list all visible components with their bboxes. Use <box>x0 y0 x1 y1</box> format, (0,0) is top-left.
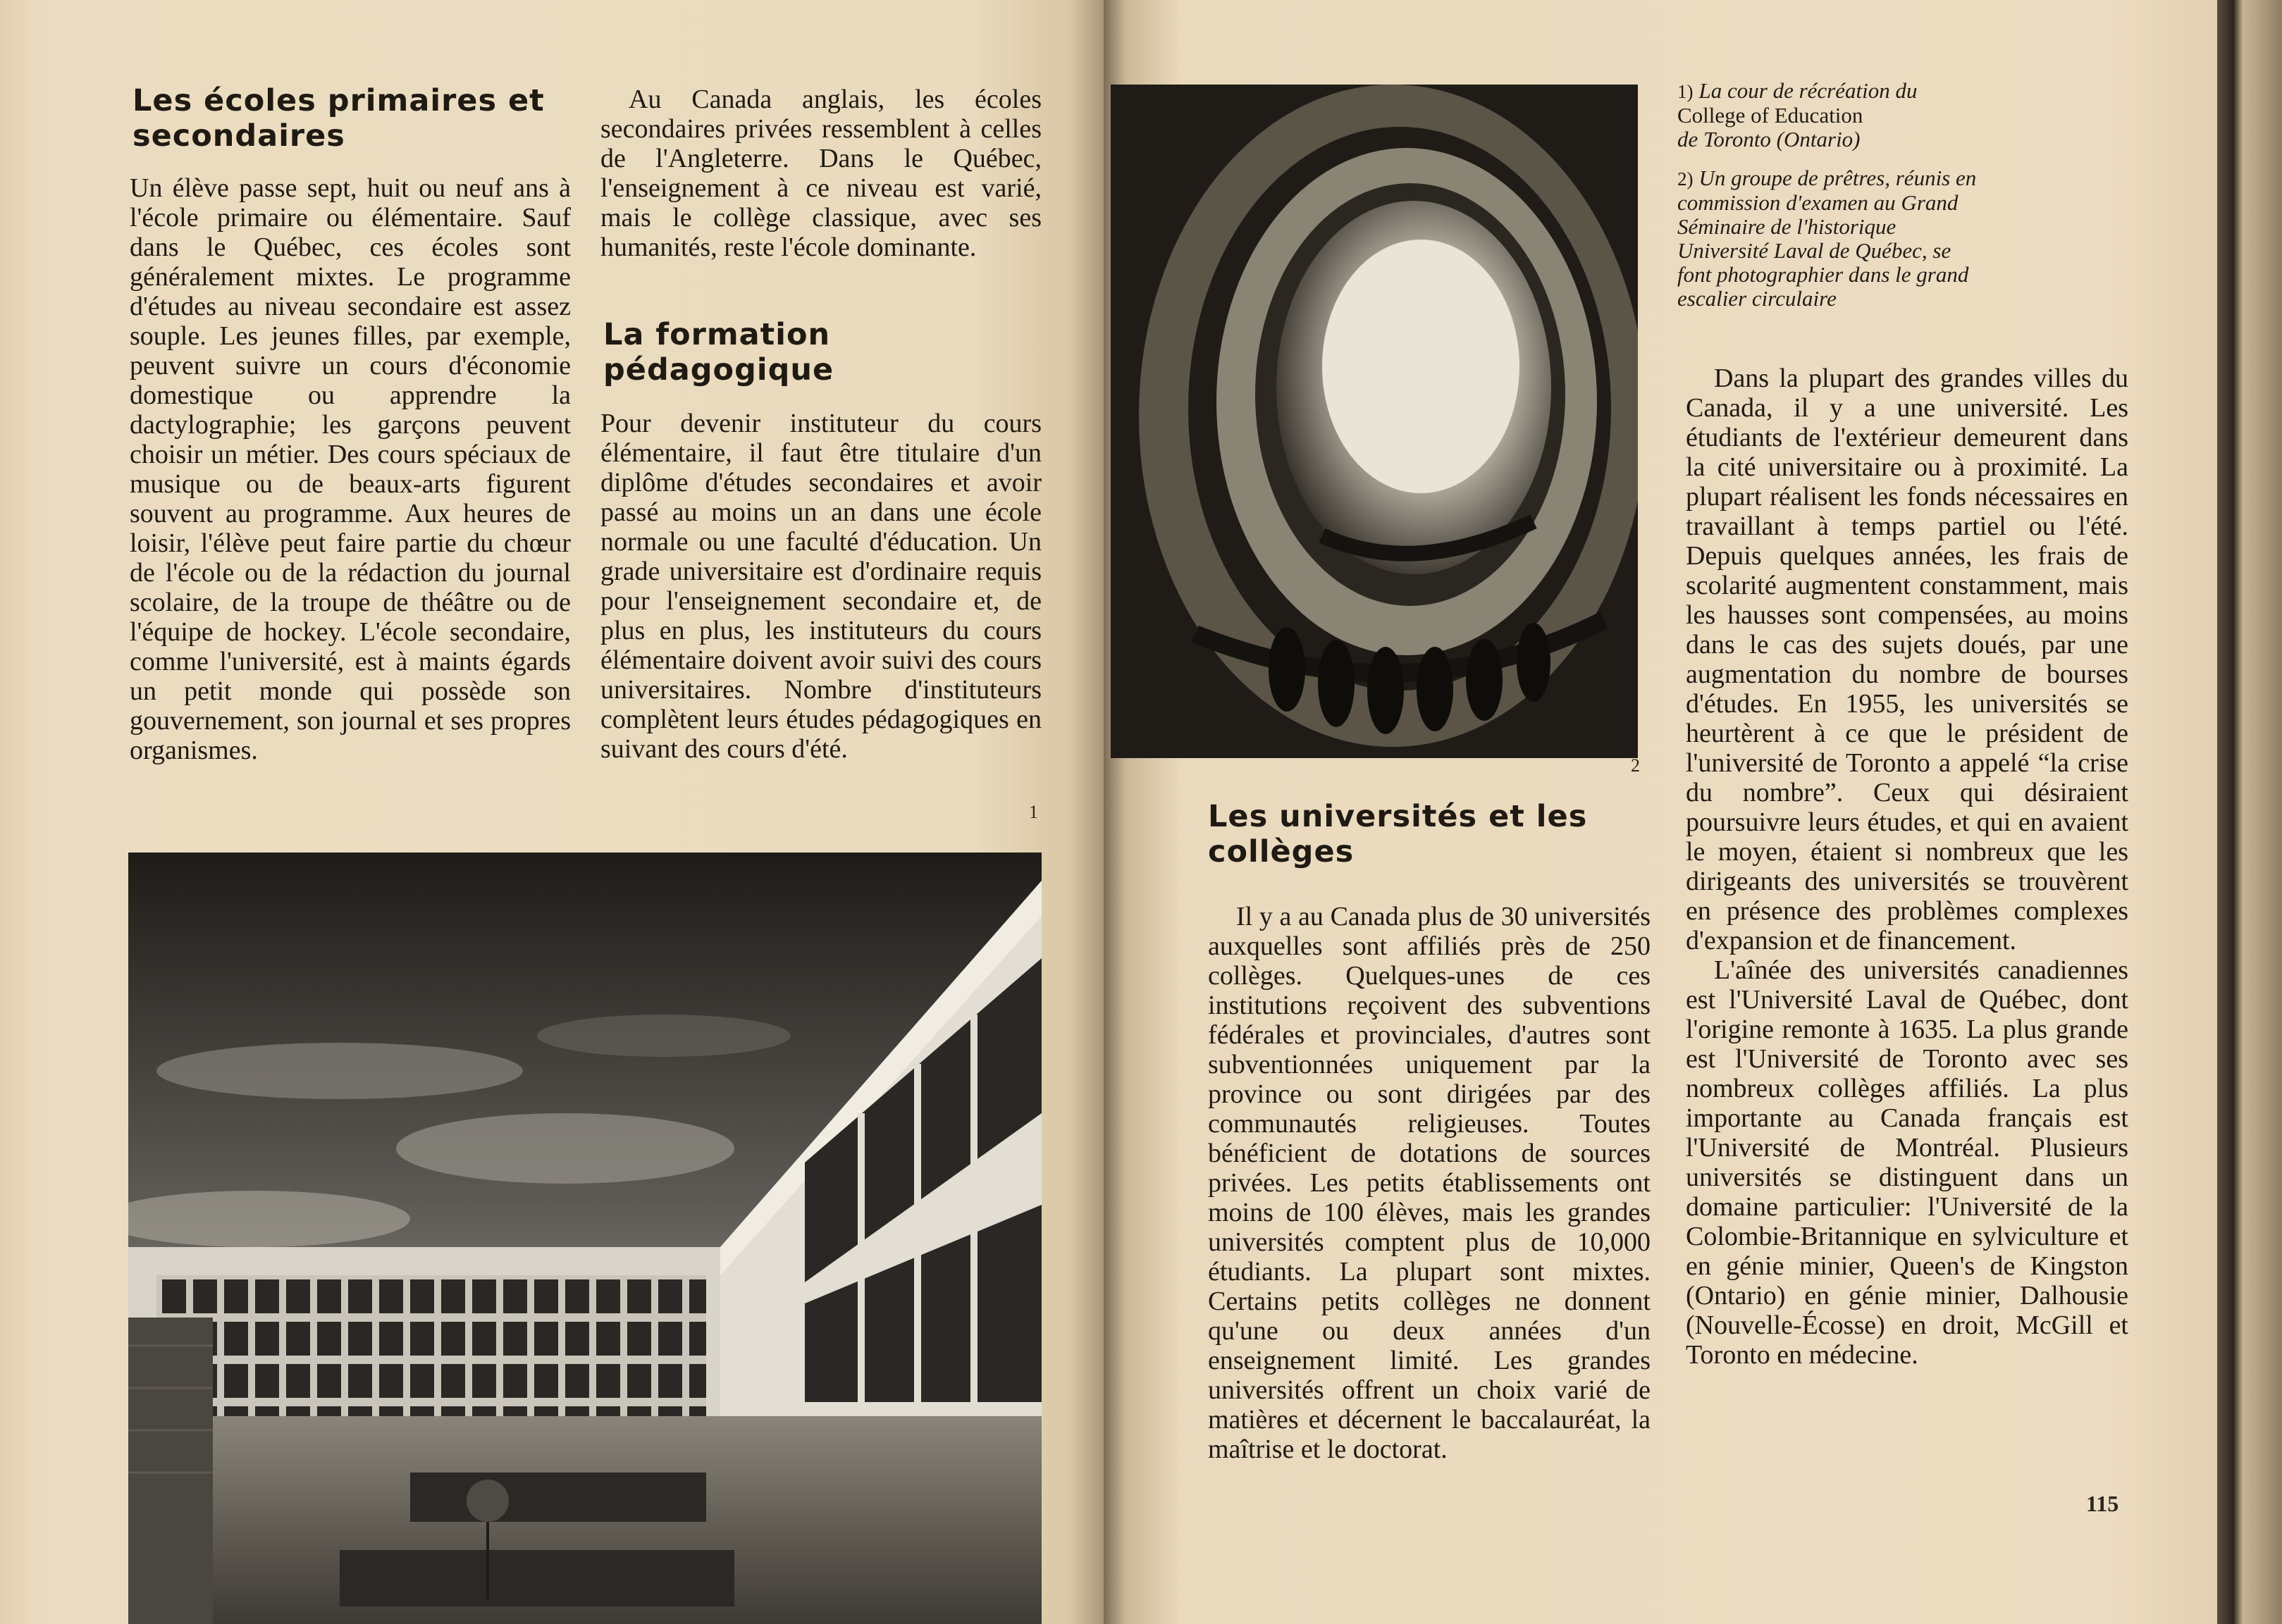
page-number: 115 <box>2086 1491 2119 1516</box>
column-2-text-lower <box>600 409 1042 764</box>
caption-1 <box>1677 79 2009 151</box>
heading-ecoles: Les écoles primaires et secondaires <box>132 83 545 154</box>
schoolyard-photo <box>128 853 1042 1624</box>
book-edge <box>2217 0 2282 1624</box>
schoolyard-image <box>128 853 1042 1624</box>
heading-universites: Les universités et les collèges <box>1208 799 1588 869</box>
column-1-text <box>130 173 571 765</box>
staircase-image <box>1111 85 1638 758</box>
right-page <box>1104 0 2217 1624</box>
figure-number-1: 1 <box>1029 802 1038 822</box>
caption-1-line-a: La cour de récréation du <box>1698 78 1918 103</box>
paragraph-ecoles: Un élève passe sept, huit ou neuf ans à l'école primaire ou élémentaire. Sauf dans le Québec, ces écoles sont généralement mixtes. Le programme d'études au niveau secondaire est assez souple. Les jeunes filles, par exemple, peuvent suivre un cours d'économie domestique ou apprendre la dactylographie; les garçons peuvent choisir un métier. Des cours spéciaux de musique ou de beaux-arts figurent souvent au programme. Aux heures de loisir, l'élève peut faire partie du chœur de l'école ou de la rédaction du journal scolaire, de la troupe de théâtre ou de l'équipe de hockey. L'école secondaire, comme l'université, est à maints égards un petit monde qui possède son gouvernement, son journal et ses propres organismes. <box>130 173 571 765</box>
heading-formation: La formation pédagogique <box>603 317 834 388</box>
paragraph-grandes-villes: Dans la plupart des grandes villes du Canada, il y a une université. Les étudiants de l'extérieur demeurent dans la cité universitaire ou à proximité. La plupart réalisent les fonds nécessaires en travaillant à temps partiel ou l'été. Depuis quelques années, les frais de scolarité augmentent constamment, mais les hausses sont compensées, au moins dans le cas des sujets doués, par une augmentation du nombre de bourses d'études. En 1955, les universités se heurtèrent à ce que le président de l'université de Toronto a appelé “la crise du nombre”. Ceux qui désiraient poursuivre leurs études, et qui en avaient le moyen, étaient si nombreux que les dirigeants des universités se trouvèrent en présence des problèmes complexes d'expansion et de financement. <box>1686 364 2128 955</box>
caption-1-line-c: de Toronto (Ontario) <box>1677 127 1861 151</box>
column-4-text <box>1686 364 2128 1370</box>
staircase-photo <box>1111 85 1638 758</box>
caption-2-text: Un groupe de prêtres, réunis en commission d'examen au Grand Séminaire de l'historique Université Laval de Québec, se font photographier dans le grand escalier circulaire <box>1677 166 1977 311</box>
figure-number-2: 2 <box>1631 755 1640 776</box>
caption-2-number: 2) <box>1677 168 1694 190</box>
column-2-text <box>600 85 1042 262</box>
caption-1-line-b: College of Education <box>1677 103 1863 128</box>
caption-1-number: 1) <box>1677 81 1694 102</box>
paragraph-universites: Il y a au Canada plus de 30 universités auxquelles sont affiliés près de 250 collèges. Quelques-unes de ces institutions reçoivent des subventions fédérales et provinciales, d'autres sont subventionnées uniquement par la province ou sont dirigées par des communautés religieuses. Toutes bénéficient de dotations de sources privées. Les petits établissements ont moins de 100 élèves, mais les grandes universités comptent plus de 10,000 étudiants. La plupart sont mixtes. Certains petits collèges ne donnent qu'une ou deux années d'un enseignement limité. Les grandes universités offrent un choix varié de matières et décernent le baccalauréat, la maîtrise et le doctorat. <box>1208 902 1651 1464</box>
paragraph-canada-anglais: Au Canada anglais, les écoles secondaires privées ressemblent à celles de l'Angleterre. Dans le Québec, l'enseignement à ce niveau est varié, mais le collège classique, avec ses humanités, reste l'école dominante. <box>600 85 1042 262</box>
paragraph-ainee: L'aînée des universités canadiennes est l'Université Laval de Québec, dont l'origine remonte à 1635. La plus grande est l'Université de Toronto avec ses nombreux collèges affiliés. La plus importante au Canada français est l'Université de Montréal. Plusieurs universités se distinguent dans un domaine particulier: l'Université de la Colombie-Britannique en sylviculture et en génie minier, Queen's de Kingston (Ontario) en génie minier, Dalhousie (Nouvelle-Écosse) en droit, McGill et Toronto en médecine. <box>1686 955 2128 1370</box>
left-page <box>0 0 1104 1624</box>
column-3-text <box>1208 902 1651 1464</box>
paragraph-formation: Pour devenir instituteur du cours élémentaire, il faut être titulaire d'un diplôme d'études secondaires et avoir passé au moins un an dans une école normale ou une faculté d'éducation. Un grade universitaire est d'ordinaire requis pour l'enseignement secondaire et, de plus en plus, les instituteurs du cours élémentaire doivent avoir suivi des cours universitaires. Nombre d'instituteurs complètent leurs études pédagogiques en suivant des cours d'été. <box>600 409 1042 764</box>
caption-2 <box>1677 166 1987 311</box>
